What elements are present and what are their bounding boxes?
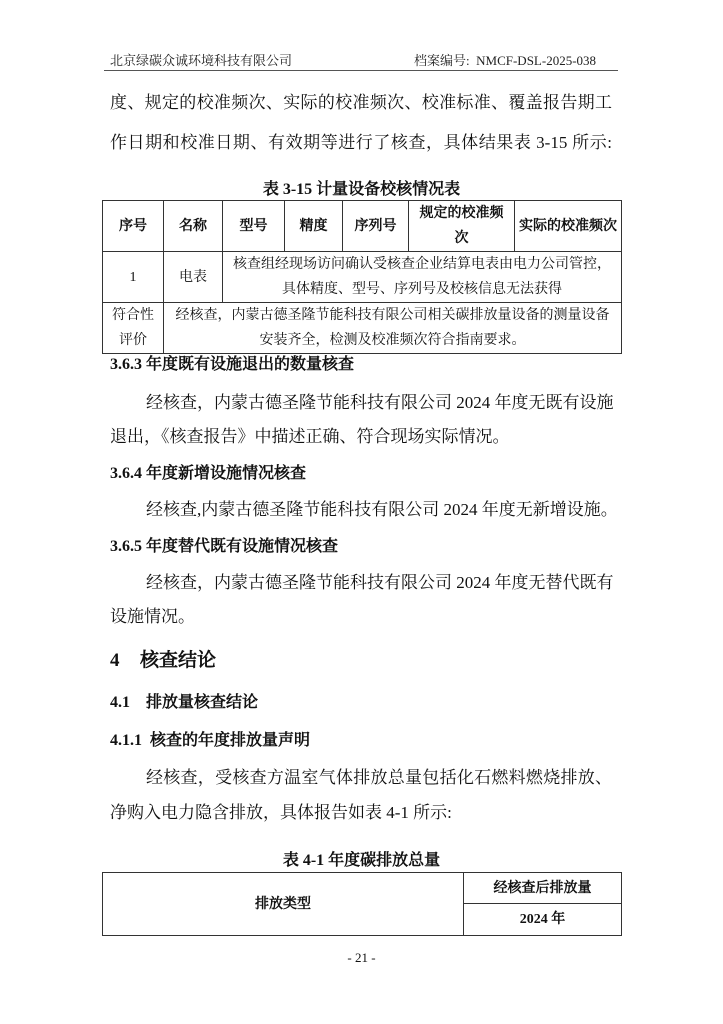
header-rule [104, 70, 618, 71]
para-line: 经核查，受核查方温室气体排放总量包括化石燃料燃烧排放、 [146, 768, 612, 787]
verified-header: 经核查后排放量 [464, 873, 622, 904]
heading-number: 3.6.3 [110, 356, 142, 373]
col-header: 型号 [223, 201, 285, 252]
row-no: 1 [103, 252, 164, 303]
heading-number: 4.1.1 [110, 732, 142, 749]
heading-title: 年度既有设施退出的数量核查 [146, 356, 355, 373]
table-3-15 [102, 200, 622, 354]
intro-line: 度、规定的校准频次、实际的校准频次、校准标准、覆盖报告期工 [110, 93, 612, 112]
para-line: 经核查，内蒙古德圣隆节能科技有限公司 2024 年度无既有设施 [146, 393, 614, 412]
heading-number: 4 [110, 650, 120, 671]
table-3-15-caption: 表 3-15 计量设备校核情况表 [262, 181, 461, 198]
heading-number: 3.6.4 [110, 465, 142, 482]
para-line: 经核查,内蒙古德圣隆节能科技有限公司 2024 年度无新增设施。 [146, 500, 618, 519]
heading-3-6-3 [110, 354, 354, 376]
para-line: 设施情况。 [110, 607, 195, 626]
row-name: 电表 [164, 252, 223, 303]
page-number: - 21 - [347, 950, 376, 965]
heading-4-1-1 [110, 730, 310, 752]
heading-4 [110, 650, 216, 672]
eval-text: 经核查，内蒙古德圣隆节能科技有限公司相关碳排放量设备的测量设备安装齐全，检测及校准频次符合指南要求。 [164, 303, 622, 354]
para-line: 退出，《核查报告》中描述正确、符合现场实际情况。 [110, 427, 510, 446]
para-line: 净购入电力隐含排放，具体报告如表 4-1 所示: [110, 803, 452, 822]
intro-line: 作日期和校准日期、有效期等进行了核查，具体结果表 3-15 所示: [110, 133, 612, 152]
year-header: 2024 年 [464, 904, 622, 936]
heading-title: 排放量核查结论 [146, 694, 259, 711]
heading-number: 4.1 [110, 694, 130, 711]
file-no-value: NMCF-DSL-2025-038 [476, 53, 597, 68]
col-header: 精度 [285, 201, 343, 252]
table-4-1 [102, 872, 622, 936]
para-line: 经核查，内蒙古德圣隆节能科技有限公司 2024 年度无替代既有 [146, 573, 614, 592]
header-company: 北京绿碳众诚环境科技有限公司 [110, 53, 293, 68]
heading-title: 年度替代既有设施情况核查 [146, 538, 339, 555]
row-note: 核查组经现场访问确认受核查企业结算电表由电力公司管控，具体精度、型号、序列号及校核信息无法获得 [223, 252, 622, 303]
heading-number: 3.6.5 [110, 538, 142, 555]
heading-4-1 [110, 692, 258, 714]
col-header: 规定的校准频次 [409, 201, 515, 252]
heading-title: 核查结论 [140, 650, 217, 671]
heading-3-6-5 [110, 536, 338, 558]
header-file-no [414, 50, 596, 69]
col-header: 名称 [164, 201, 223, 252]
col-header: 序号 [103, 201, 164, 252]
heading-title: 核查的年度排放量声明 [150, 732, 311, 749]
eval-label: 符合性评价 [103, 303, 164, 354]
table-4-1-caption: 表 4-1 年度碳排放总量 [282, 852, 441, 869]
type-header: 排放类型 [103, 873, 464, 936]
file-no-label: 档案编号: [414, 53, 470, 68]
heading-title: 年度新增设施情况核查 [146, 465, 307, 482]
heading-3-6-4 [110, 463, 306, 485]
col-header: 实际的校准频次 [515, 201, 622, 252]
col-header: 序列号 [343, 201, 409, 252]
